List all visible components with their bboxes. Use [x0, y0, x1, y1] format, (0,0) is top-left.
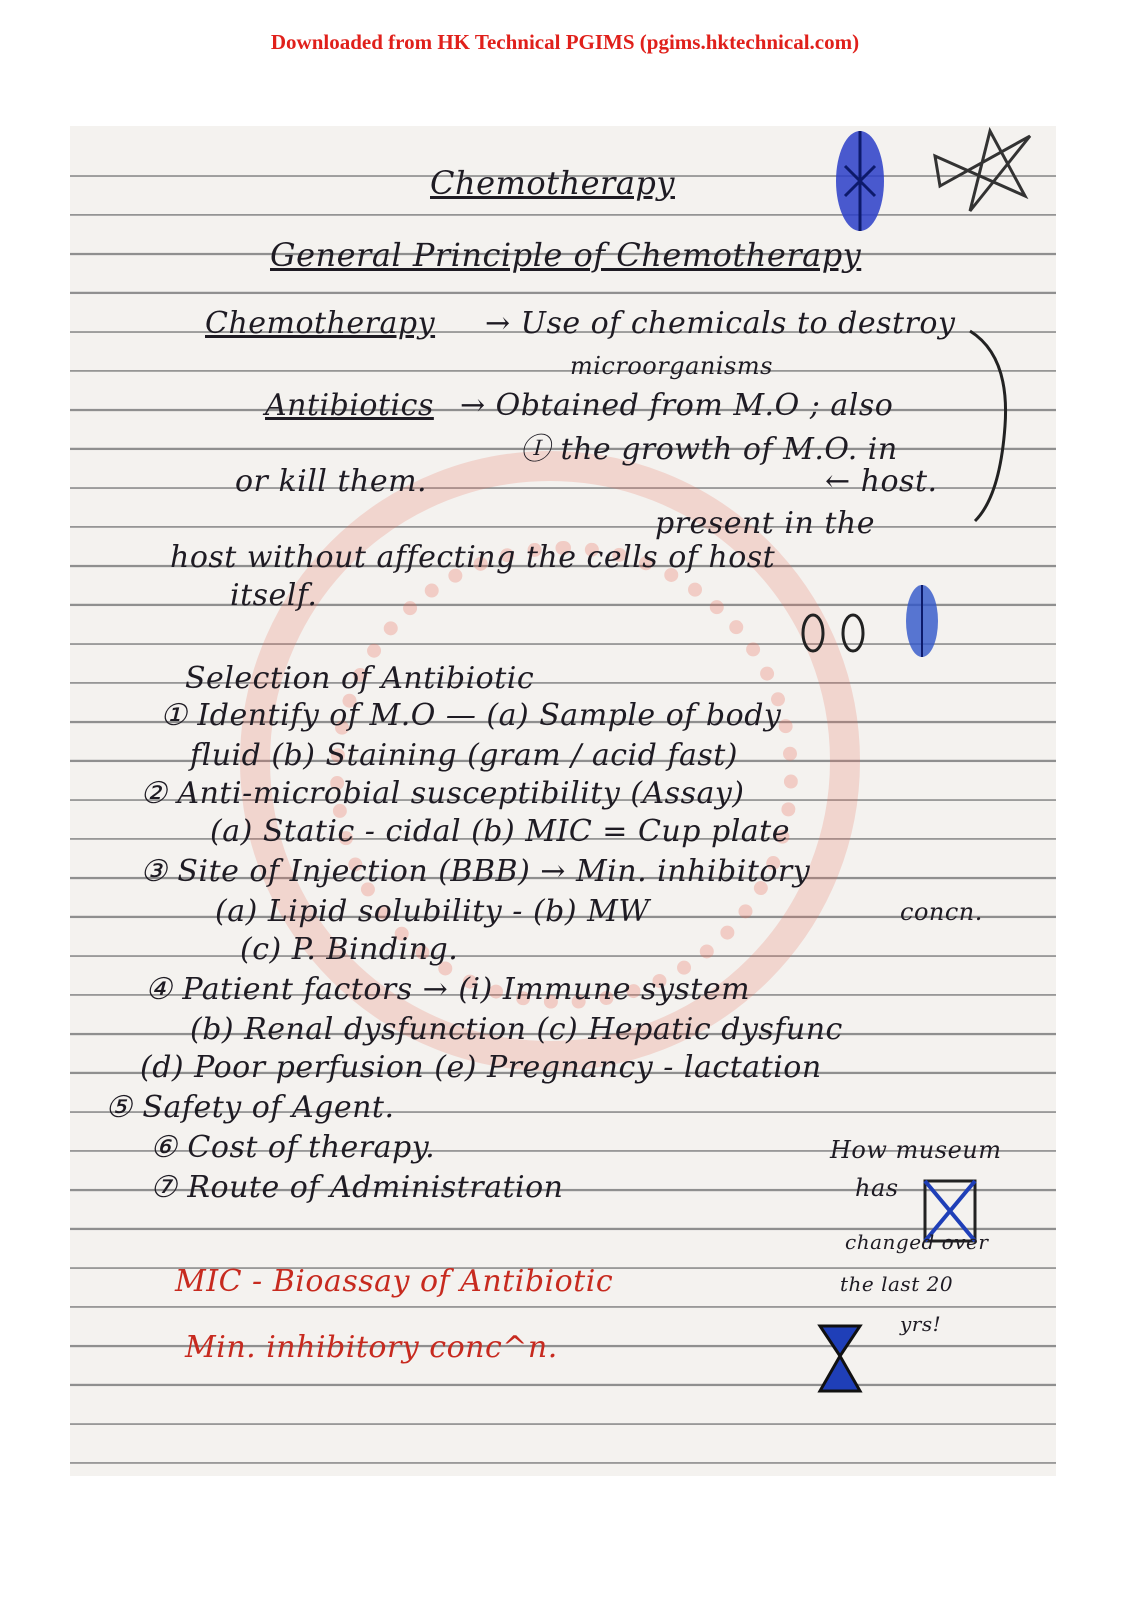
item-1: ① Identify of M.O — (a) Sample of body	[160, 698, 782, 733]
star-scribble-doodle	[930, 126, 1040, 216]
item-3: ③ Site of Injection (BBB) → Min. inhibitory	[140, 854, 811, 889]
definition-term: Chemotherapy	[205, 306, 436, 341]
item-2b: (a) Static - cidal (b) MIC = Cup plate	[210, 814, 790, 849]
item-3c: (c) P. Binding.	[240, 932, 459, 967]
host-line: host without affecting the cells of host	[170, 540, 776, 575]
present-text: present in the	[655, 506, 875, 541]
antibiotic-text: → Obtained from M.O ; also	[460, 388, 894, 423]
definition-text-2: microorganisms	[570, 352, 773, 380]
margin-note-2: has	[855, 1174, 899, 1202]
page-title: Chemotherapy	[430, 164, 675, 202]
margin-note-1: How museum	[830, 1136, 1002, 1164]
host-arrow-text: ← host.	[825, 464, 938, 499]
antibiotic-text-2: Ⓘ the growth of M.O. in	[520, 432, 898, 467]
item-1b: fluid (b) Staining (gram / acid fast)	[190, 738, 738, 773]
notebook-page	[70, 126, 1056, 1476]
item-6: ⑥ Cost of therapy.	[150, 1130, 436, 1165]
margin-note-3: changed over	[845, 1230, 989, 1254]
conc-note: concn.	[900, 898, 983, 926]
item-4b: (b) Renal dysfunction (c) Hepatic dysfunc	[190, 1012, 843, 1047]
mic-line: MIC - Bioassay of Antibiotic	[175, 1264, 614, 1299]
curved-bracket	[965, 326, 1015, 526]
selection-heading: Selection of Antibiotic	[185, 661, 535, 696]
item-4c: (d) Poor perfusion (e) Pregnancy - lactation	[140, 1050, 822, 1085]
margin-note-4: the last 20	[840, 1272, 954, 1296]
antibiotic-term: Antibiotics	[265, 388, 434, 423]
item-5: ⑤ Safety of Agent.	[105, 1090, 395, 1125]
page-subtitle: General Principle of Chemotherapy	[270, 236, 862, 274]
kill-text: or kill them.	[235, 464, 428, 499]
item-2: ② Anti-microbial susceptibility (Assay)	[140, 776, 745, 811]
definition-text: → Use of chemicals to destroy	[485, 306, 956, 341]
small-leaf-doodle	[900, 581, 945, 661]
blue-leaf-doodle	[825, 126, 895, 236]
item-3b: (a) Lipid solubility - (b) MW	[215, 894, 650, 929]
stool-doodle	[800, 1316, 880, 1396]
item-7: ⑦ Route of Administration	[150, 1170, 564, 1205]
circles-doodle	[795, 611, 875, 656]
download-banner: Downloaded from HK Technical PGIMS (pgims.hktechnical.com)	[270, 30, 860, 54]
margin-note-5: yrs!	[900, 1312, 942, 1336]
item-4: ④ Patient factors → (i) Immune system	[145, 972, 751, 1007]
itself-text: itself.	[230, 578, 318, 613]
mic-definition: Min. inhibitory conc^n.	[185, 1330, 558, 1365]
